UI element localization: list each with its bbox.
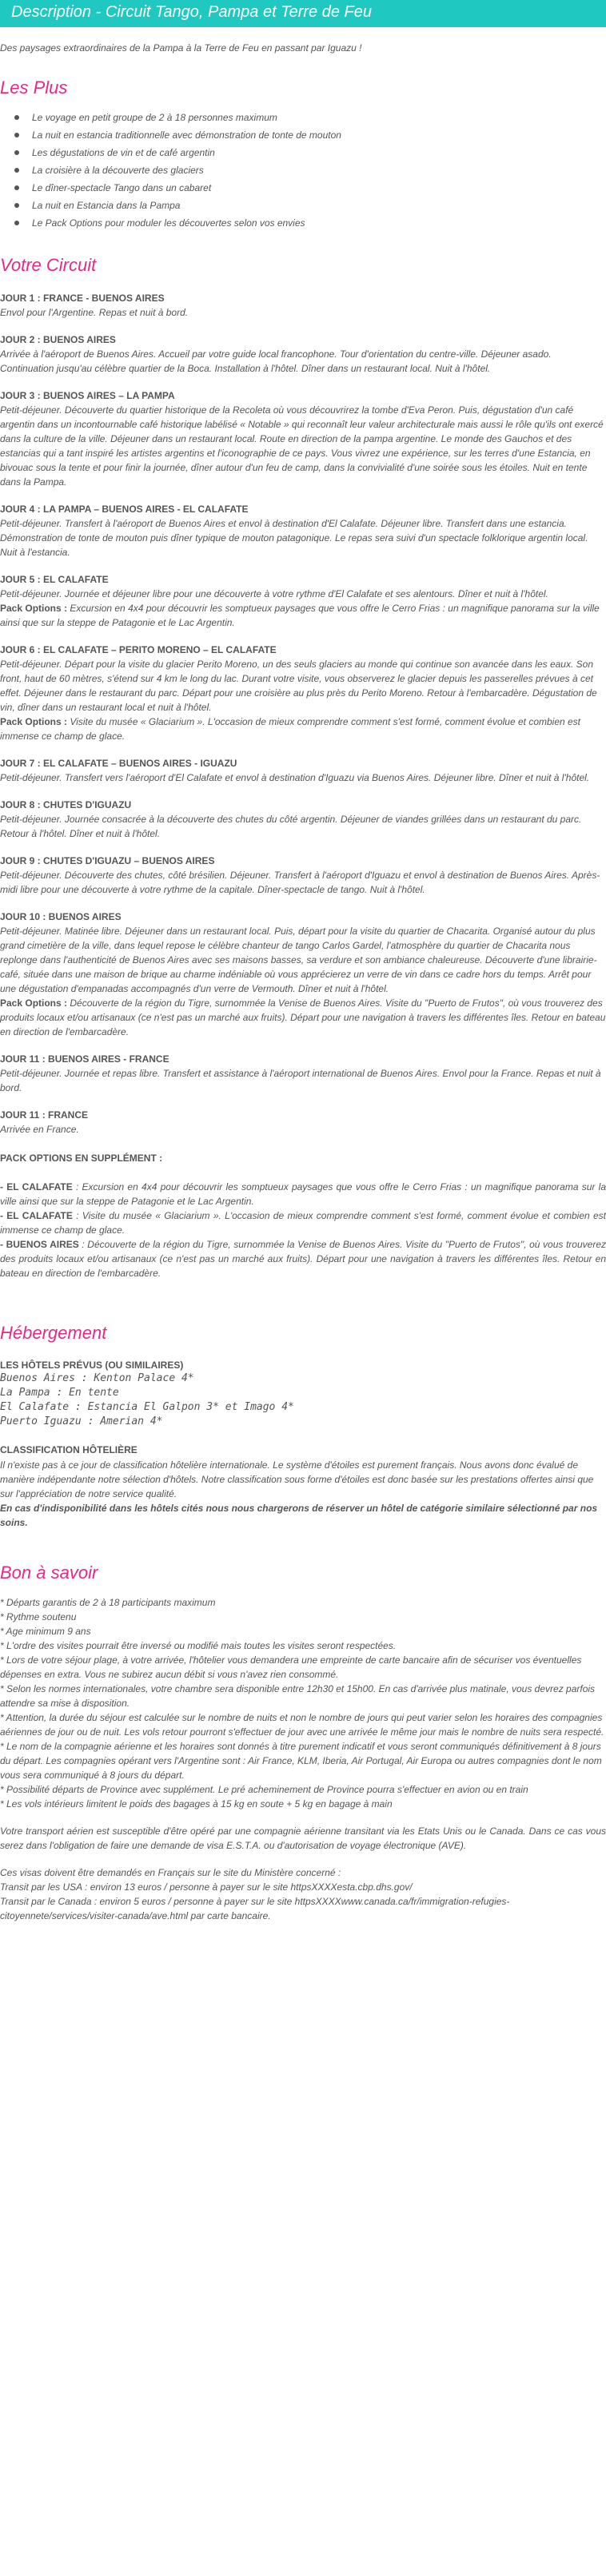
section-title-circuit: Votre Circuit <box>0 255 97 275</box>
savoir-item: * Attention, la durée du séjour est calculée sur le nombre de nuits et non le nombre de jours qui peut varier selon les horaires des compagnies aériennes de jour ou de nuit. Les vols retour pourront s'effectuer de jour avec une arrivée le même jour mais le nombre de nuits sera respecté. <box>0 1712 604 1738</box>
option-text: Visite du musée « Glaciarium ». L'occasion de mieux comprendre comment s'est formé, comment évolue et combien est immense ce champ de glace. <box>0 716 581 742</box>
option-item-label: - EL CALAFATE <box>0 1181 73 1192</box>
option-item-text: : Découverte de la région du Tigre, surnommée la Venise de Buenos Aires. Visite du "Puerto de Frutos", où vous trouverez des produits locaux et/ou artisanaux (ce n'est pas un marché aux fruits). Départ pour une navigation à travers les différentes îles. Retour en bateau en direction de l'embarcadère. <box>0 1239 606 1279</box>
day-11 <box>0 1052 606 1095</box>
day-option <box>0 996 606 1039</box>
visas-info <box>0 1865 606 1923</box>
option-label: Pack Options : <box>0 997 68 1009</box>
savoir-item: * Départs garantis de 2 à 18 participants maximum <box>0 1597 216 1608</box>
list-item: La nuit en Estancia dans la Pampa <box>14 197 606 214</box>
day-title: JOUR 11 : FRANCE <box>0 1109 89 1121</box>
banner-title: Description - Circuit Tango, Pampa et Terre de Feu <box>11 3 372 21</box>
savoir-item: * Age minimum 9 ans <box>0 1626 91 1637</box>
hotels-list <box>0 1372 606 1429</box>
hotel-item: El Calafate : Estancia El Galpon 3* et Imago 4* <box>0 1401 294 1413</box>
savoir-list <box>0 1595 606 1811</box>
plus-list <box>14 109 606 232</box>
option-label: Pack Options : <box>0 716 68 727</box>
day-text: Arrivée en France. <box>0 1124 79 1135</box>
visas-line: Transit par les USA : environ 13 euros / personne à payer sur le site httpsXXXXesta.cbp.dhs.gov/ <box>0 1881 413 1893</box>
day-title: JOUR 7 : EL CALAFATE – BUENOS AIRES - IGUAZU <box>0 758 237 769</box>
day-text: Arrivée à l'aéroport de Buenos Aires. Accueil par votre guide local francophone. Tour d'orientation du centre-ville. Déjeuner asado. Continuation jusqu'au célèbre quartier de la Boca. Installation à l'hôtel. Dîner dans un restaurant local. Nuit à l'hôtel. <box>0 348 552 374</box>
classification-title: CLASSIFICATION HÔTELIÈRE <box>0 1444 138 1455</box>
day-8 <box>0 798 606 841</box>
day-6 <box>0 643 606 743</box>
day-title: JOUR 4 : LA PAMPA – BUENOS AIRES - EL CALAFATE <box>0 504 249 515</box>
day-text: Petit-déjeuner. Journée et repas libre. Transfert et assistance à l'aéroport international de Buenos Aires. Envol pour la France. Repas et nuit à bord. <box>0 1068 601 1093</box>
day-title: JOUR 11 : BUENOS AIRES - FRANCE <box>0 1053 169 1065</box>
visas-line: Ces visas doivent être demandés en Français sur le site du Ministère concerné : <box>0 1867 341 1878</box>
options-title: PACK OPTIONS EN SUPPLÉMENT : <box>0 1153 163 1164</box>
day-text: Petit-déjeuner. Transfert à l'aéroport de Buenos Aires et envol à destination d'El Calafate. Déjeuner libre. Transfert dans une estancia. Démonstration de tonte de mouton puis dîner typique de mouton patagonique. Le repas sera suivi d'un spectacle folklorique argentin local. Nuit à l'estancia. <box>0 518 588 558</box>
hotel-item: Buenos Aires : Kenton Palace 4* <box>0 1372 194 1384</box>
day-1 <box>0 291 606 320</box>
page-banner <box>0 0 606 27</box>
hotel-item: Puerto Iguazu : Amerian 4* <box>0 1415 163 1427</box>
option-item-label: - BUENOS AIRES <box>0 1239 79 1250</box>
day-2 <box>0 332 606 376</box>
option-item <box>0 1237 606 1280</box>
day-title: JOUR 8 : CHUTES D'IGUAZU <box>0 799 132 810</box>
day-4 <box>0 502 606 559</box>
day-title: JOUR 5 : EL CALAFATE <box>0 574 109 585</box>
option-item-text: : Excursion en 4x4 pour découvrir les somptueux paysages que vous offre le Cerro Frias : un magnifique panorama sur la ville ainsi que sur la steppe de Patagonie et le Lac Argentin. <box>0 1181 606 1207</box>
intro-text: Des paysages extraordinaires de la Pampa à la Terre de Feu en passant par Iguazu ! <box>0 42 362 54</box>
classification-text: Il n'existe pas à ce jour de classification hôtelière internationale. Le système d'étoiles est purement français. Nous avons donc évalué de manière indépendante notre sélection d'hôtels. Notre classification sous forme d'étoiles est donc basée sur les prestations offertes ainsi que sur l'appréciation de notre service qualité. <box>0 1459 594 1499</box>
option-text: Découverte de la région du Tigre, surnommée la Venise de Buenos Aires. Visite du "Puerto de Frutos", où vous trouverez des produits locaux et/ou artisanaux (ce n'est pas un marché aux fruits). Départ pour une navigation à travers les différentes îles. Retour en bateau en direction de l'embarcadère. <box>0 997 606 1037</box>
day-text: Petit-déjeuner. Matinée libre. Déjeuner dans un restaurant local. Puis, départ pour la visite du quartier de Chacarita. Organisé autour du plus grand cimetière de la ville, dans lequel repose le célèbre chanteur de tango Carlos Gardel, l'atmosphère du quartier de Chacarita nous replonge dans l'authenticité de Buenos Aires avec ses maisons basses, sa verdure et son ambiance chaleureuse. Découverte d'une librairie-café, située dans une maison de brique au charme indéniable où vous apprécierez un verre de vin dans ce cadre hors du temps. Arrêt pour une dégustation d'empanadas accompagnés d'un verre de Vermouth. Dîner et nuit à l'hôtel. <box>0 926 597 994</box>
savoir-item: * Lors de votre séjour plage, à votre arrivée, l'hôtelier vous demandera une empreinte de carte bancaire afin de sécuriser vos éventuelles dépenses en extra. Vous ne subirez aucun débit si vous n'avez rien consommé. <box>0 1654 582 1680</box>
day-9 <box>0 854 606 897</box>
list-item: Le voyage en petit groupe de 2 à 18 personnes maximum <box>14 109 606 126</box>
day-7 <box>0 756 606 785</box>
savoir-item: * Le nom de la compagnie aérienne et les horaires sont donnés à titre purement indicatif et vous seront communiqués définitivement à 8 jours du départ. Les compagnies opérant vers l'Argentine sont : Air France, KLM, Iberia, Air Portugal, Air Europa ou autres compagnies dont le nom vous sera communiqué à 8 jours du départ. <box>0 1741 602 1781</box>
hotel-item: La Pampa : En tente <box>0 1387 119 1399</box>
day-3 <box>0 388 606 489</box>
day-text: Petit-déjeuner. Journée consacrée à la découverte des chutes du côté argentin. Déjeuner de viandes grillées dans un restaurant du parc. Retour à l'hôtel. Dîner et nuit à l'hôtel. <box>0 814 582 839</box>
section-title-savoir: Bon à savoir <box>0 1563 98 1583</box>
day-5 <box>0 572 606 630</box>
day-text: Petit-déjeuner. Découverte du quartier historique de la Recoleta où vous découvrirez la tombe d'Eva Peron. Puis, dégustation d'un café argentin dans un incontournable café historique labélisé « Notable » qui reconnaît leur valeur architecturale mais aussi le rôle qu'ils ont exercé dans la culture de la ville. Déjeuner dans un restaurant local. Route en direction de la pampa argentine. Le monde des Gauchos et des estancias qui a tant inspiré les artistes argentins et l'iconographie de ce pays. Vous vivrez une expérience, sur les terres d'une Estancia, en bivouac sous la tente et pour finir la journée, dîner autour d'un feu de camp, dans la convivialité d'une soirée sous les étoiles. Nuit en tente dans la Pampa. <box>0 404 604 488</box>
day-title: JOUR 2 : BUENOS AIRES <box>0 334 116 345</box>
options-list <box>0 1180 606 1280</box>
option-item-text: : Visite du musée « Glaciarium ». L'occasion de mieux comprendre comment s'est formé, comment évolue et combien est immense ce champ de glace. <box>0 1210 606 1236</box>
day-text: Petit-déjeuner. Départ pour la visite du glacier Perito Moreno, un des seuls glaciers au monde qui continue son avancée dans les eaux. Son front, haut de 60 mètres, s'étend sur 4 km le long du lac. Durant votre visite, vous observerez le glacier depuis les passerelles prévues à cet effet. Déjeuner dans le restaurant du parc. Départ pour une croisière au plus près du Perito Moreno. Retour à l'embarcadère. Dégustation de vin, dîner dans un restaurant local et nuit à l'hôtel. <box>0 659 597 713</box>
day-11-arrival <box>0 1108 606 1137</box>
day-title: JOUR 10 : BUENOS AIRES <box>0 911 122 922</box>
day-option <box>0 715 606 743</box>
hotels-title: LES HÔTELS PRÉVUS (OU SIMILAIRES) <box>0 1360 184 1371</box>
section-title-plus: Les Plus <box>0 78 68 98</box>
day-title: JOUR 6 : EL CALAFATE – PERITO MORENO – EL CALAFATE <box>0 644 277 655</box>
option-item <box>0 1180 606 1208</box>
day-text: Petit-déjeuner. Transfert vers l'aéroport d'El Calafate et envol à destination d'Iguazu via Buenos Aires. Déjeuner libre. Dîner et nuit à l'hôtel. <box>0 772 590 783</box>
day-text: Petit-déjeuner. Découverte des chutes, côté brésilien. Déjeuner. Transfert à l'aéroport d'Iguazu et envol à destination de Buenos Aires. Après-midi libre pour une découverte à votre rythme de la capitale. Dîner-spectacle de tango. Nuit à l'hôtel. <box>0 870 600 895</box>
day-title: JOUR 3 : BUENOS AIRES – LA PAMPA <box>0 390 175 401</box>
option-label: Pack Options : <box>0 603 68 614</box>
list-item: Le dîner-spectacle Tango dans un cabaret <box>14 179 606 197</box>
option-item <box>0 1208 606 1237</box>
section-title-hebergement: Hébergement <box>0 1323 107 1343</box>
visas-line: Transit par le Canada : environ 5 euros / personne à payer sur le site httpsXXXXwww.canada.ca/fr/immigration-refugies-citoyennete/services/visiter-canada/ave.html par carte bancaire. <box>0 1896 510 1921</box>
transport-note: Votre transport aérien est susceptible d'être opéré par une compagnie aérienne transitant via les Etats Unis ou le Canada. Dans ce cas vous serez dans l'obligation de faire une demande de visa E.S.T.A. ou d'autorisation de voyage électronique (AVE). <box>0 1825 606 1851</box>
savoir-item: * Les vols intérieurs limitent le poids des bagages à 15 kg en soute + 5 kg en bagage à main <box>0 1798 393 1810</box>
day-title: JOUR 9 : CHUTES D'IGUAZU – BUENOS AIRES <box>0 855 215 866</box>
savoir-item: * L'ordre des visites pourrait être inversé ou modifié mais toutes les visites seront respectées. <box>0 1640 397 1651</box>
savoir-item: * Rythme soutenu <box>0 1611 77 1622</box>
day-option <box>0 601 606 630</box>
option-text: Excursion en 4x4 pour découvrir les somptueux paysages que vous offre le Cerro Frias : un magnifique panorama sur la ville ainsi que sur la steppe de Patagonie et le Lac Argentin. <box>0 603 600 628</box>
savoir-item: * Selon les normes internationales, votre chambre sera disponible entre 12h30 et 15h00. En cas d'arrivée plus matinale, vous devrez parfois attendre sa mise à disposition. <box>0 1683 596 1709</box>
savoir-item: * Possibilité départs de Province avec supplément. Le pré acheminement de Province pourra s'effectuer en avion ou en train <box>0 1784 528 1795</box>
day-text: Petit-déjeuner. Journée et déjeuner libre pour une découverte à votre rythme d'El Calafate et ses alentours. Dîner et nuit à l'hôtel. <box>0 588 548 599</box>
option-item-label: - EL CALAFATE <box>0 1210 73 1221</box>
day-text: Envol pour l'Argentine. Repas et nuit à bord. <box>0 307 189 318</box>
list-item: Le Pack Options pour moduler les découvertes selon vos envies <box>14 214 606 232</box>
list-item: Les dégustations de vin et de café argentin <box>14 144 606 161</box>
list-item: La nuit en estancia traditionnelle avec démonstration de tonte de mouton <box>14 126 606 144</box>
day-10 <box>0 910 606 1039</box>
day-title: JOUR 1 : FRANCE - BUENOS AIRES <box>0 293 165 304</box>
classification-note: En cas d'indisponibilité dans les hôtels cités nous nous chargerons de réserver un hôtel de catégorie similaire sélectionné par nos soins. <box>0 1503 598 1528</box>
list-item: La croisière à la découverte des glaciers <box>14 161 606 179</box>
